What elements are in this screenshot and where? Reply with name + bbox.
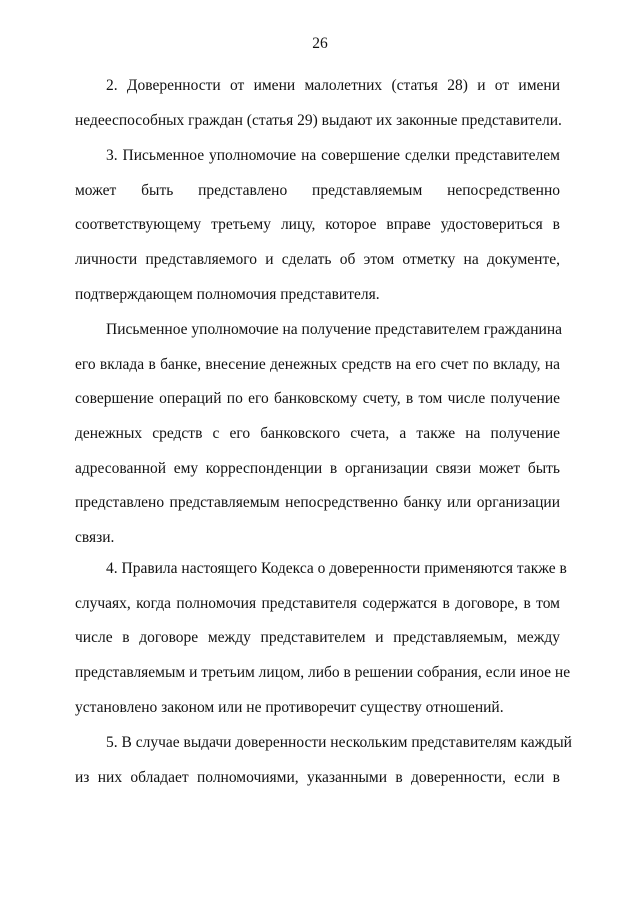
text-line: представлено представляемым непосредственно банку или организации	[75, 494, 560, 512]
text-line: из них обладает полномочиями, указанными в доверенности, если в	[75, 768, 560, 786]
text-line: соответствующему третьему лицу, которое вправе удостовериться в	[75, 216, 560, 234]
text-line: денежных средств с его банковского счета, а также на получение	[75, 425, 560, 443]
text-line: числе в договоре между представителем и представляемым, между	[75, 629, 560, 647]
text-line: представляемым и третьим лицом, либо в решении собрания, если иное не	[75, 664, 571, 682]
text-line: 4. Правила настоящего Кодекса о доверенности применяются также в	[106, 560, 567, 577]
text-line: Письменное уполномочие на получение представителем гражданина	[106, 321, 563, 338]
text-line: может быть представлено представляемым непосредственно	[75, 181, 560, 199]
text-line: личности представляемого и сделать об этом отметку на документе,	[75, 251, 560, 269]
paragraph-2	[75, 69, 560, 138]
text-line: 5. В случае выдачи доверенности нескольким представителям каждый	[106, 734, 572, 751]
paragraph-3-continued	[75, 313, 563, 556]
paragraph-3	[75, 139, 560, 312]
text-line: адресованной ему корреспонденции в организации связи может быть	[75, 459, 560, 477]
text-line: установлено законом или не противоречит существу отношений.	[75, 698, 504, 716]
page-number: 26	[312, 35, 328, 52]
text-line: 2. Доверенности от имени малолетних (статья 28) и от имени	[106, 77, 560, 94]
text-line: 3. Письменное уполномочие на совершение сделки представителем	[106, 147, 560, 164]
text-line: связи.	[75, 529, 115, 547]
text-line: подтверждающем полномочия представителя.	[75, 285, 380, 303]
paragraph-4	[75, 552, 571, 725]
text-line: совершение операций по его банковскому счету, в том числе получение	[75, 390, 560, 408]
paragraph-5	[75, 726, 572, 795]
text-line: недееспособных граждан (статья 29) выдают их законные представители.	[75, 111, 562, 129]
text-line: его вклада в банке, внесение денежных средств на его счет по вкладу, на	[75, 355, 560, 373]
text-line: случаях, когда полномочия представителя содержатся в договоре, в том	[75, 594, 560, 612]
